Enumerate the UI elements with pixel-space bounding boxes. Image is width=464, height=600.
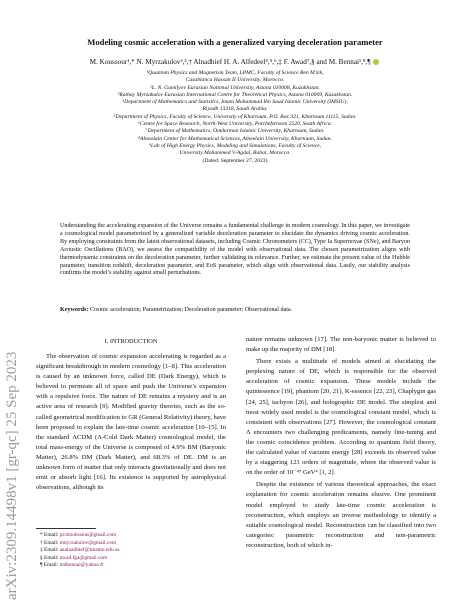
email-link[interactable]: pr.mouhssine@gmail.com xyxy=(59,532,117,538)
right-column xyxy=(246,335,436,551)
author-list xyxy=(40,58,430,66)
affiliation-line: ⁴Department of Mathematics and Statistics, Imam Mohammad Ibn Saud Islamic University (IMSIU), xyxy=(122,99,348,106)
footnote-label: ¶ Email: xyxy=(40,562,59,569)
footnote-label: § Email: xyxy=(40,554,59,561)
footnote-label: † Email: xyxy=(40,539,59,546)
affiliations xyxy=(40,70,430,165)
keywords xyxy=(60,307,410,315)
footnote xyxy=(40,562,230,570)
affiliation-line: ⁸Alnoolain Center for Mathematical Sciences, Alneelain University, Khartoum, Sudan. xyxy=(138,135,332,142)
footnote xyxy=(40,532,230,540)
intro-paragraph-continued: nature remains unknown [17]. The non-baryonic matter is believed to make up the majority of DM [18]. xyxy=(246,336,436,354)
intro-paragraph: Despite the existence of various theoretical approaches, the exact explanation for cosmic acceleration remains elusive. One prominent model employed to study late-time cosmic acceleration is reconstruction, which employs an inverse methodology to identify a suitable cosmological model. Reconstruction can be classified into two categories: parametric reconstruction and non-parametric reconstruction, both of which in- xyxy=(246,481,436,549)
intro-paragraph: There exists a multitude of models aimed at elucidating the perplexing nature of DE, which is responsible for the observed acceleration of cosmic expansion. These models include the quintessence [19], phantom [20, 21], K-essence [22, 23], Chaplygin gas [24, 25], tachyon [26], and holographic DE model. The simplest and most widely used model is the cosmological constant model, which is consistent with observations [27]. However, the cosmological constant Λ encounters two challenging predicaments, namely fine-tuning and the cosmic coincidence problem. According to quantum field theory, the calculated value of vacuum energy [28] exceeds its observed value by a staggering 123 orders of magnitude, where the observed value is on the order of 10⁻⁴⁷ GeV⁴ [1, 2]. xyxy=(246,358,436,477)
orcid-icon[interactable] xyxy=(373,59,379,65)
affiliation-line: ⁵Department of Physics, Faculty of Science, University of Khartoum, P.O. Box 321, Khartoum 11115, Sudan. xyxy=(113,113,357,120)
footnote-divider xyxy=(36,528,96,529)
affiliation-line: ¹Quantum Physics and Magnetism Team, LPMC, Faculty of Science Ben M’sik, xyxy=(146,70,324,76)
affiliation-line: Casablanca Hassan II University, Morocco. xyxy=(185,77,285,84)
affiliation-line: ⁶Centre for Space Research, North-West University, Potchefstroom 2520, South Africa. xyxy=(137,121,333,128)
email-link[interactable]: mdbennai@yahoo.fr xyxy=(59,562,104,569)
dated-line: (Dated: September 27, 2023) xyxy=(202,157,268,164)
arxiv-stamp: arXiv:2309.14498v1 [gr-qc] 25 Sep 2023 xyxy=(4,351,20,600)
affiliation-line: Riyadh 13318, Saudi Arabia. xyxy=(202,106,268,113)
affiliation-line: ⁹Lab of High Energy Physics, Modeling and Simulations, Faculty of Science, xyxy=(148,142,322,149)
email-link[interactable]: nmyrzakulov@gmail.com xyxy=(59,539,117,546)
left-column xyxy=(36,352,226,493)
keywords-label: Keywords: xyxy=(60,307,89,313)
affiliation-line: University Mohammed V-Agdal, Rabat, Morocco. xyxy=(179,150,291,157)
footnote-label: * Email: xyxy=(40,532,59,538)
affiliation-line: ³Ratbay Myrzakulov Eurasian International Centre for Theoretical Physics, Astana 010009, Kazakhstan. xyxy=(117,91,353,98)
intro-paragraph: The observation of cosmic expansion accelerating is regarded as a significant breakthrough in modern cosmology [1–8]. This acceleration is caused by an unknown force, called DE (Dark Energy), which is believed to permeate all of space and push the Universe’s expansion with a repulsive force. The nature of DE remains a mystery and is an active area of research [9]. Modified gravity theories, such as the so-called geometrical modification to GR (General Relativity) theory, have been proposed to explain the late-time cosmic acceleration [10–15]. In the standard ΛCDM (Λ-Cold Dark Matter) cosmological model, the total mass-energy of the Universe is composed of 4.9% BM (Baryonic Matter), 26.8% DM (Dark Matter), and 68.3% of DE. DM is an unknown form of matter that only interacts gravitationally and does not emit or absorb light [16]. Its existence is supported by astrophysical observations, although its xyxy=(36,353,226,492)
keywords-text: Cosmic acceleration; Parametrization; Deceleration parameter; Observational data. xyxy=(89,307,293,313)
footnote xyxy=(40,547,230,555)
authors-text: M. Koussour¹,* N. Myrzakulov²,³,† Alnadhief H. A. Alfedeel⁴,⁵,⁶,‡ F. Awad⁷,§ and M. Bennai¹,⁸,¶ xyxy=(89,58,371,66)
paper-title: Modeling cosmic acceleration with a generalized varying deceleration parameter xyxy=(87,37,383,47)
footnotes xyxy=(40,532,230,570)
section-heading: I. INTRODUCTION xyxy=(104,338,158,345)
affiliation-line: ²L. N. Gumilyov Eurasian National University, Astana 010008, Kazakhstan. xyxy=(150,84,320,91)
email-link[interactable]: aaalnadhief@imamu.edu.sa xyxy=(59,547,120,554)
footnote-label: ‡ Email: xyxy=(40,547,59,554)
abstract: Understanding the accelerating expansion of the Universe remains a fundamental challenge in modern cosmology. In this paper, we investigate a cosmological model parameterized by a generalized variable deceleration parameter to elucidate the dynamics driving cosmic acceleration. By employing constraints from the latest observational datasets, including Cosmic Chronometers (CC), Type Ia Supernovae (SNe), and Baryon Acoustic Oscillations (BAO), we assess the compatibility of the model with observational data. The chosen parametrization aligns with thermodynamic constraints on the deceleration parameter, further validating its relevance. Further, we estimate the present value of the Hubble parameter, transition redshift, deceleration parameter, and EoS parameter, which align with observational data. Lastly, our stability analysis confirms the model’s stability against small perturbations. xyxy=(60,223,410,277)
affiliation-line: ⁷Department of Mathematics, Omdurman Islamic University, Khartoum, Sudan. xyxy=(145,128,325,135)
email-link[interactable]: awad.fga@gmail.com xyxy=(59,554,108,561)
